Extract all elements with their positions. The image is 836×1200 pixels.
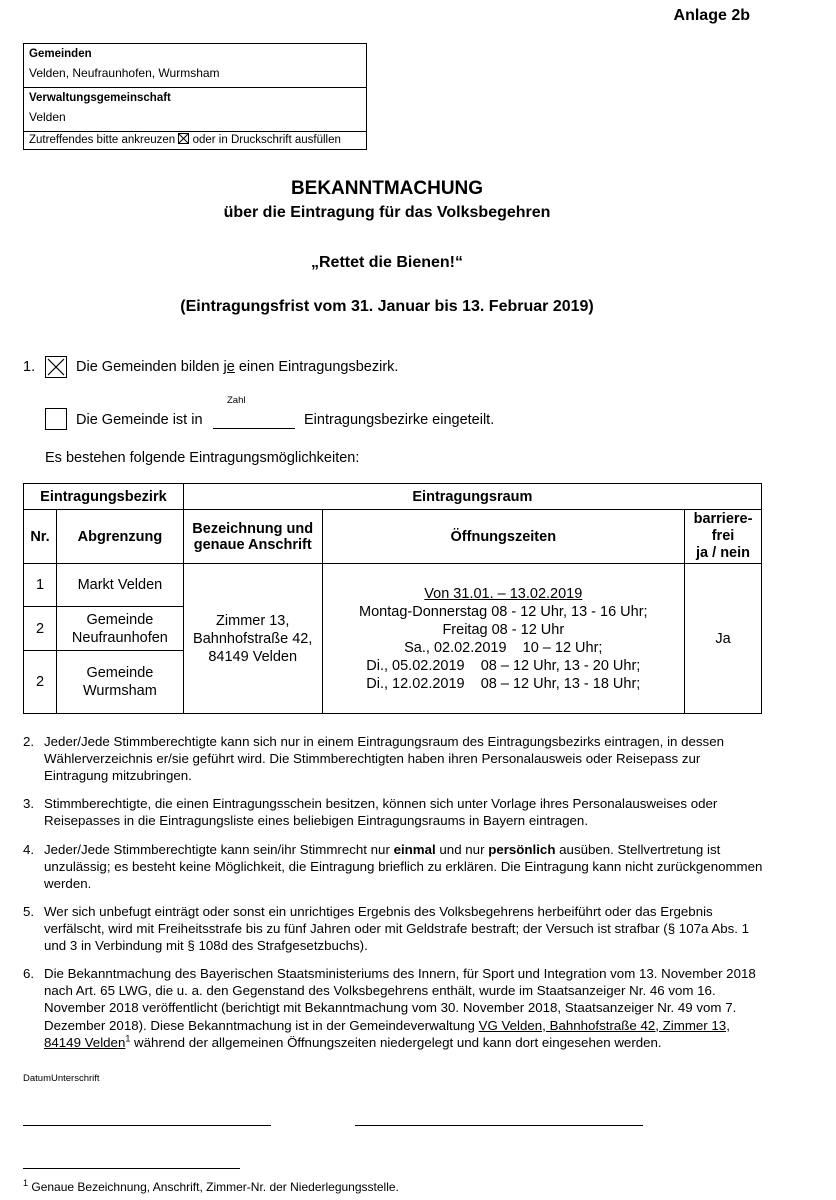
unterschrift-signature-line[interactable] — [355, 1125, 643, 1126]
paragraph-text — [44, 841, 763, 893]
header-oeffnungszeiten: Öffnungszeiten — [322, 510, 684, 564]
signature-labels — [23, 1073, 100, 1084]
eintragung-table — [23, 483, 762, 714]
row-abgrenzung-line1: Gemeinde — [86, 665, 154, 681]
footnote-reference: 1 — [125, 1033, 131, 1044]
paragraph-number: 2. — [23, 734, 35, 749]
oeffnung-line: Sa., 02.02.2019 10 – 12 Uhr; — [404, 639, 603, 656]
paragraph-number: 4. — [23, 842, 35, 857]
paragraph-text: Wer sich unbefugt einträgt oder sonst ein unrichtiges Ergebnis des Volksbegehrens herbeiführt oder das Ergebnis verfälscht, wird mit Freiheitsstrafe bis zu fünf Jahren oder mit Geldstrafe bestraft; der Versuch ist strafbar (§ 107a Abs. 1 und 3 in Verbindung mit § 108d des Strafgesetzbuchs). — [44, 904, 750, 954]
row-abgrenzung-line2: Wurmsham — [82, 683, 157, 699]
row-nr: 2 — [24, 607, 57, 651]
p4-bold-persoenlich: persönlich — [488, 842, 556, 857]
oeffnung-line: Freitag 08 - 12 Uhr — [442, 621, 565, 638]
p6-location: VG Velden, Bahnhofstraße 42, Zimmer 13, 84149 Velden — [44, 1017, 730, 1050]
paragraph-text — [44, 965, 763, 1051]
anschrift-line3: 84149 Velden — [208, 648, 298, 665]
group-header-bezirk: Eintragungsbezirk — [24, 484, 184, 510]
gemeinden-section — [24, 44, 366, 88]
anschrift-cell — [183, 564, 322, 714]
header-bezeichnung-line2: genaue Anschrift — [193, 536, 312, 553]
datum-signature-line[interactable] — [23, 1125, 271, 1126]
row-abgrenzung — [56, 651, 183, 714]
header-barriere-line1: barriere- — [693, 511, 753, 527]
row-abgrenzung — [56, 564, 183, 607]
header-barriere-line2: frei — [711, 528, 735, 544]
datum-label: Datum — [23, 1073, 51, 1084]
group-header-row — [24, 484, 762, 510]
paragraph-text: Jeder/Jede Stimmberechtigte kann sich nur in einem Eintragungsraum des Eintragungsbezirks eintragen, in dessen Wählerverzeichnis er/sie geführt wird. Die Stimmberechtigten haben ihren Personalausweis oder Reisepass zur Eintragung mitzubringen. — [44, 734, 724, 784]
paragraph-2 — [23, 733, 763, 785]
paragraph-number: 6. — [23, 966, 35, 981]
option-b-text-after: Eintragungsbezirke eingeteilt. — [304, 412, 495, 428]
group-header-raum: Eintragungsraum — [183, 484, 761, 510]
footnote-number: 1 — [23, 1178, 29, 1188]
gemeinden-value: Velden, Neufraunhofen, Wurmsham — [29, 66, 220, 80]
option-a-underlined: je — [223, 359, 235, 375]
vg-value: Velden — [29, 110, 66, 124]
document-label: Anlage 2b — [673, 7, 750, 24]
option-b-text-before: Die Gemeinde ist in — [76, 412, 203, 428]
volksbegehren-name: „Rettet die Bienen!“ — [310, 254, 463, 271]
oeffnung-line: Di., 05.02.2019 08 – 12 Uhr, 13 - 20 Uhr; — [366, 657, 641, 674]
p4-part: Jeder/Jede Stimmberechtigte kann sein/ihr Stimmrecht nur — [44, 842, 394, 857]
oeffnung-line: Montag-Donnerstag 08 - 12 Uhr, 13 - 16 Uhr; — [359, 603, 648, 620]
row-abgrenzung-line1: Gemeinde — [86, 611, 154, 628]
table-row — [24, 564, 762, 607]
row-nr: 1 — [24, 564, 57, 607]
barrierefrei-cell: Ja — [685, 564, 762, 714]
p6-part: Die Bekanntmachung des Bayerischen Staatsministeriums des Innern, für Sport und Integration vom 13. November 2018 nach Art. 65 LWG, die u. a. den Gegenstand des Volksbegehrens enthält, wurde im Staatsanzeiger Nr. 46 vom 16. November 2018 veröffentlicht (berichtigt mit Bekanntmachung vom 30. November 2018, Staatsanzeiger Nr. 49 vom 7. Dezember 2018). Diese Bekanntmachung ist in der Gemeindeverwaltung — [44, 966, 756, 1033]
p4-part: ausüben. Stellvertretung ist unzulässig; es besteht keine Möglichkeit, die Eintragung brieflich zu erklären. Die Eintragung kann nicht zurückgenommen werden. — [44, 842, 763, 892]
note-text-after: oder in Druckschrift ausfüllen — [192, 134, 341, 146]
item-1-number: 1. — [23, 359, 36, 375]
anschrift-line1: Zimmer 13, — [216, 612, 290, 629]
option-a-before: Die Gemeinden bilden — [76, 359, 224, 375]
municipality-header-box — [23, 43, 367, 150]
header-bezeichnung — [183, 510, 322, 564]
footnote-separator — [23, 1168, 240, 1169]
paragraph-3 — [23, 795, 763, 829]
header-abgrenzung: Abgrenzung — [56, 510, 183, 564]
row-abgrenzung-line2: Neufraunhofen — [71, 629, 168, 646]
option-a-checkbox[interactable] — [45, 356, 67, 378]
footnote-text: Genaue Bezeichnung, Anschrift, Zimmer-Nr. der Niederlegungsstelle. — [31, 1180, 399, 1194]
header-nr: Nr. — [24, 510, 57, 564]
page-title: BEKANNTMACHUNG — [290, 178, 484, 199]
header-bezeichnung-line1: Bezeichnung und — [192, 520, 314, 537]
row-abgrenzung-line1: Markt Velden — [77, 577, 163, 593]
paragraph-5 — [23, 903, 763, 955]
page-subtitle: über die Eintragung für das Volksbegehren — [223, 204, 551, 221]
vg-label: Verwaltungsgemeinschaft — [29, 92, 171, 104]
vg-section — [24, 88, 366, 132]
paragraph-4 — [23, 841, 763, 893]
p4-part: und nur — [435, 842, 489, 857]
note-text-before: Zutreffendes bitte ankreuzen — [29, 134, 176, 146]
option-a-after: einen Eintragungsbezirk. — [234, 359, 399, 375]
crossed-box-icon — [178, 133, 189, 144]
paragraph-number: 3. — [23, 796, 35, 811]
checkbox-cross-icon — [46, 357, 66, 377]
instruction-note — [24, 132, 366, 149]
option-b-checkbox[interactable] — [45, 408, 67, 430]
oeffnung-line: Von 31.01. – 13.02.2019 — [424, 585, 583, 602]
p4-bold-einmal: einmal — [393, 842, 436, 857]
footnote — [23, 1180, 399, 1194]
header-barriere-line3: ja / nein — [696, 545, 751, 561]
row-abgrenzung — [56, 607, 183, 651]
zahl-input-line[interactable] — [213, 428, 295, 429]
header-barrierefrei — [685, 510, 762, 564]
gemeinden-label: Gemeinden — [29, 48, 92, 60]
anschrift-line2: Bahnhofstraße 42, — [193, 630, 313, 647]
column-header-row — [24, 510, 762, 564]
oeffnungszeiten-cell — [322, 564, 684, 714]
oeffnung-line: Di., 12.02.2019 08 – 12 Uhr, 13 - 18 Uhr; — [366, 675, 641, 692]
eintragungsfrist: (Eintragungsfrist vom 31. Januar bis 13. Februar 2019) — [180, 298, 594, 315]
option-a-text — [76, 359, 398, 375]
p6-part: während der allgemeinen Öffnungszeiten niedergelegt und kann dort eingesehen werden. — [130, 1034, 662, 1050]
paragraph-text: Stimmberechtigte, die einen Eintragungsschein besitzen, können sich unter Vorlage ihres Personalausweises oder Reisepasses in die Eintragungsliste eines beliebigen Eintragungsraums in Bayern eintragen. — [44, 796, 718, 829]
paragraph-6 — [23, 965, 763, 1051]
unterschrift-label: Unterschrift — [50, 1073, 100, 1084]
paragraph-number: 5. — [23, 904, 35, 919]
table-intro: Es bestehen folgende Eintragungsmöglichkeiten: — [45, 450, 360, 466]
zahl-label: Zahl — [227, 395, 246, 406]
row-nr: 2 — [24, 651, 57, 714]
